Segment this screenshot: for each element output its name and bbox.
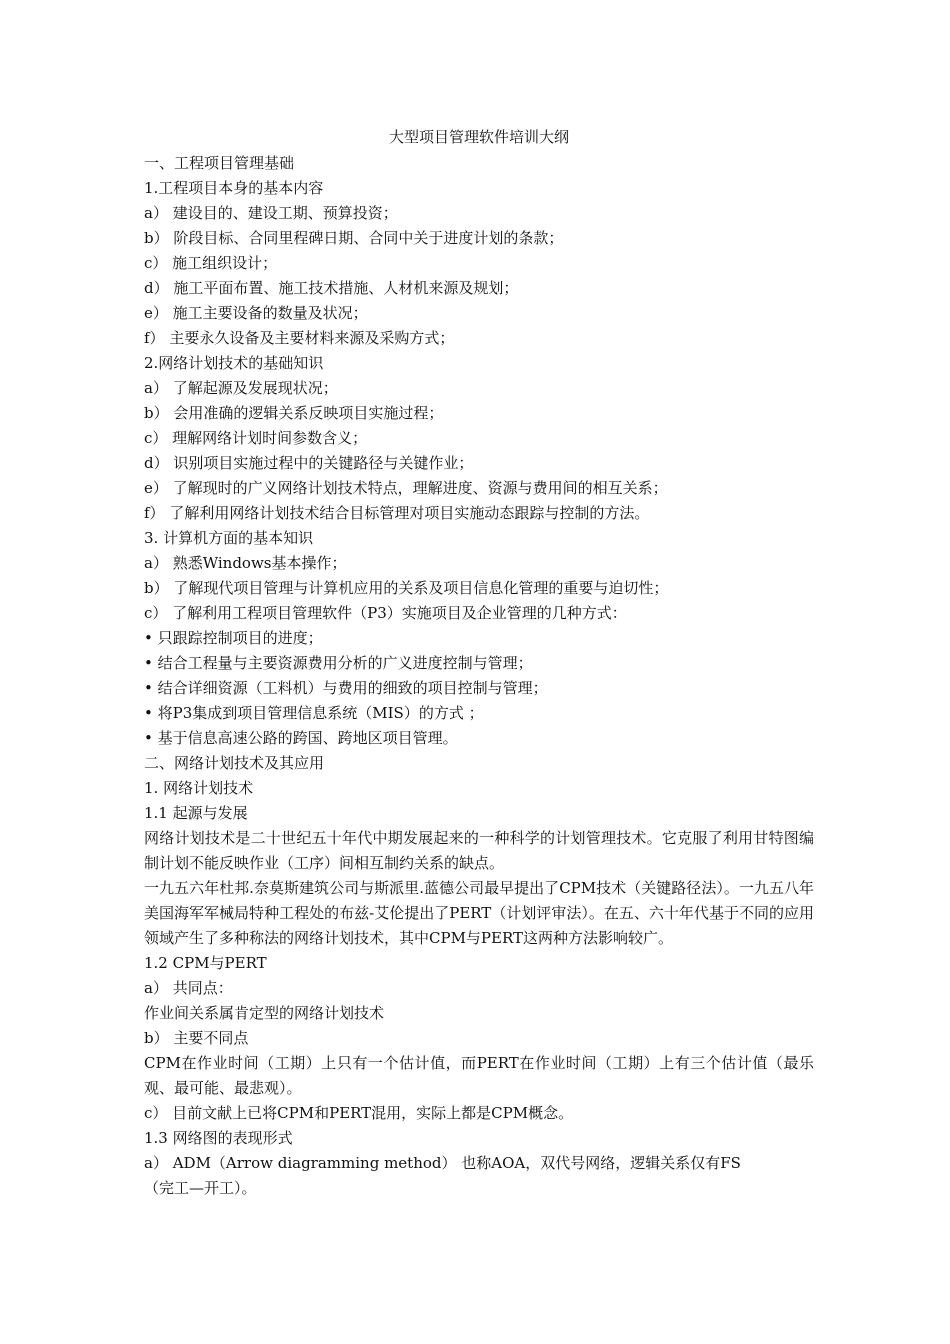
text-line: c） 理解网络计划时间参数含义； [144, 429, 368, 447]
text-line: b） 会用准确的逻辑关系反映项目实施过程； [144, 404, 444, 422]
text-line: 作业间关系属肯定型的网络计划技术 [144, 1004, 385, 1022]
text-line: a） 建设目的、建设工期、预算投资； [144, 204, 398, 222]
paragraph: CPM在作业时间（工期）上只有一个估计值，而PERT在作业时间（工期）上有三个估计值（最乐观、最可能、最悲观）。 [144, 1054, 814, 1097]
text-line: 1.工程项目本身的基本内容 [144, 179, 324, 197]
text-line: 1.2 CPM与PERT [144, 954, 267, 972]
text-line: e） 施工主要设备的数量及状况； [144, 304, 368, 322]
text-line: a） 共同点： [144, 979, 233, 997]
text-line: 1. 网络计划技术 [144, 779, 254, 797]
text-line: （完工—开工）。 [144, 1179, 257, 1197]
text-line: c） 目前文献上已将CPM和PERT混用，实际上都是CPM概念。 [144, 1104, 574, 1122]
bullet-item: • 只跟踪控制项目的进度； [144, 626, 814, 651]
text-line: e） 了解现时的广义网络计划技术特点，理解进度、资源与费用间的相互关系； [144, 479, 668, 497]
paragraph: 一九五六年杜邦.奈莫斯建筑公司与斯派里.蓝德公司最早提出了CPM技术（关键路径法）。一九五八年美国海军军械局特种工程处的布兹-艾伦提出了PERT（计划评审法）。在五、六十年代基于不同的应用领域产生了多种称法的网络计划技术，其中CPM与PERT这两种方法影响较广。 [144, 879, 814, 947]
text-line: a） 了解起源及发展现状况； [144, 379, 338, 397]
text-line: 二、网络计划技术及其应用 [144, 754, 325, 772]
bullet-item: • 结合工程量与主要资源费用分析的广义进度控制与管理； [144, 651, 814, 676]
text-line: f） 主要永久设备及主要材料来源及采购方式； [144, 329, 455, 347]
text-line: a） ADM（Arrow diagramming method） 也称AOA，双代号网络，逻辑关系仅有FS [144, 1154, 741, 1172]
document-body [144, 124, 814, 1201]
text-line: a） 熟悉Windows基本操作； [144, 554, 347, 572]
document-blocks [144, 151, 814, 1201]
text-line: c） 了解利用工程项目管理软件（P3）实施项目及企业管理的几种方式： [144, 604, 627, 622]
paragraph: 网络计划技术是二十世纪五十年代中期发展起来的一种科学的计划管理技术。它克服了利用甘特图编制计划不能反映作业（工序）间相互制约关系的缺点。 [144, 829, 814, 872]
text-line: b） 阶段目标、合同里程碑日期、合同中关于进度计划的条款； [144, 229, 564, 247]
text-line: 2.网络计划技术的基础知识 [144, 354, 324, 372]
bullet-item: • 将P3集成到项目管理信息系统（MIS）的方式 ； [144, 701, 814, 726]
text-line: b） 了解现代项目管理与计算机应用的关系及项目信息化管理的重要与迫切性； [144, 579, 669, 597]
text-line: c） 施工组织设计； [144, 254, 278, 272]
text-line: b） 主要不同点 [144, 1029, 249, 1047]
document-title: 大型项目管理软件培训大纲 [388, 128, 569, 146]
bullet-item: • 基于信息高速公路的跨国、跨地区项目管理。 [144, 726, 814, 751]
text-line: 1.3 网络图的表现形式 [144, 1129, 293, 1147]
text-line: 一、工程项目管理基础 [144, 154, 295, 172]
text-line: f） 了解利用网络计划技术结合目标管理对项目实施动态跟踪与控制的方法。 [144, 504, 650, 522]
text-line: 3. 计算机方面的基本知识 [144, 529, 314, 547]
text-line: d） 识别项目实施过程中的关键路径与关键作业； [144, 454, 474, 472]
text-line: 1.1 起源与发展 [144, 804, 248, 822]
text-line: d） 施工平面布置、施工技术措施、人材机来源及规划； [144, 279, 519, 297]
bullet-item: • 结合详细资源（工料机）与费用的细致的项目控制与管理； [144, 676, 814, 701]
